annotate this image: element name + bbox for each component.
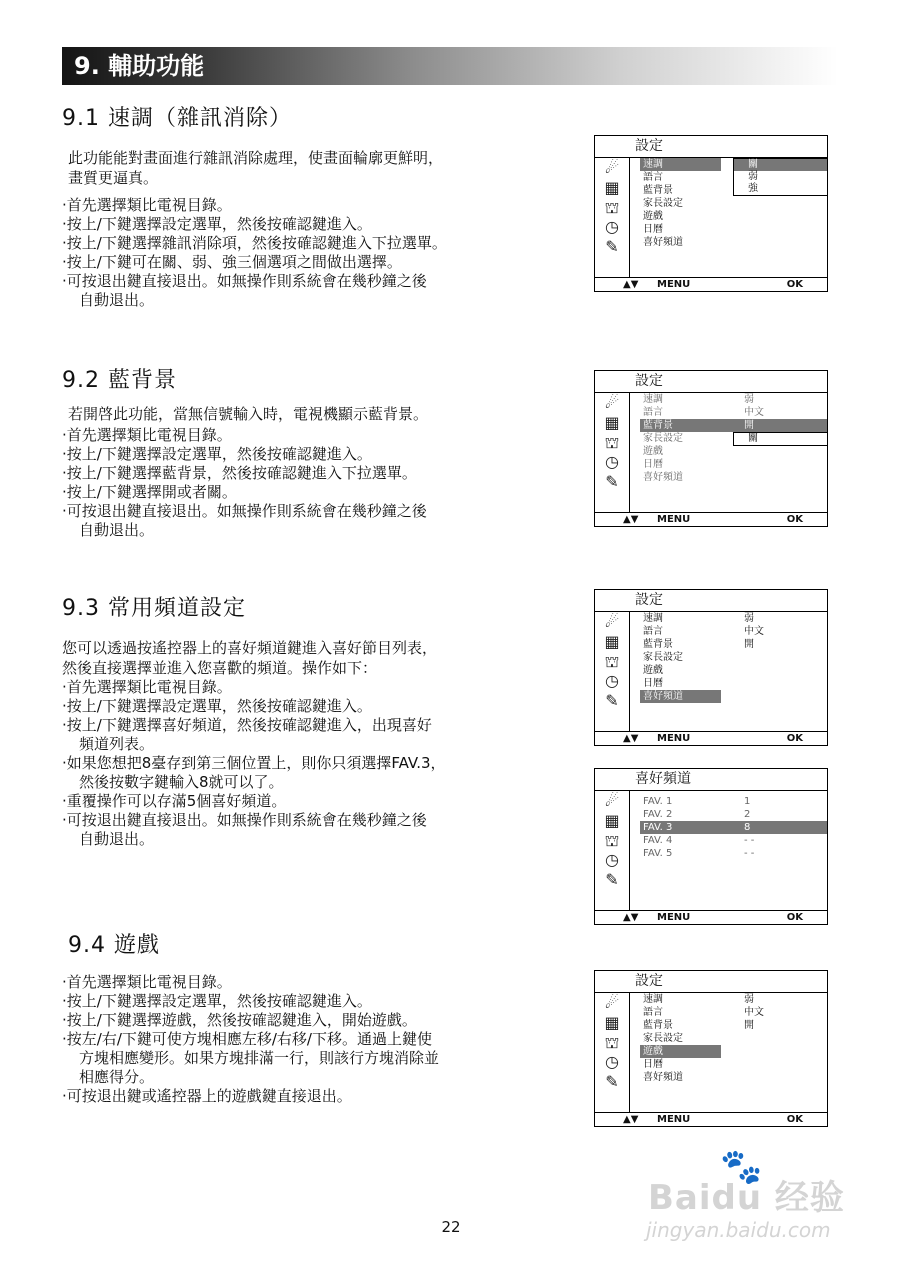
fav-slot[interactable]: [640, 847, 827, 860]
osd-item-label: 語言: [643, 1007, 663, 1018]
osd-item-blue-back[interactable]: [640, 1019, 827, 1032]
dropdown-option-strong[interactable]: 強: [748, 183, 758, 194]
osd-body: [595, 158, 827, 277]
osd-item-parental[interactable]: [640, 1032, 827, 1045]
osd-item-blue-back[interactable]: [640, 638, 827, 651]
section-heading: 9.4 遊戲: [68, 933, 160, 958]
osd-item-label: 遊戲: [643, 211, 663, 222]
step-item: ·按左/右/下鍵可使方塊相應左移/右移/下移。通過上鍵使 方塊相應變形。如果方塊排滿一行，則該行方塊消除並 相應得分。: [62, 1030, 440, 1086]
step-item: ·重覆操作可以存滿5個喜好頻道。: [62, 792, 287, 810]
osd-ok-hint: OK: [786, 279, 803, 290]
step-item: ·按上/下鍵選擇設定選單，然後按確認鍵進入。: [62, 697, 372, 715]
section-intro: 此功能能對畫面進行雜訊消除處理，使畫面輪廓更鮮明， 畫質更逼真。: [68, 149, 444, 187]
osd-item-label: 語言: [643, 407, 663, 418]
clock-icon: ◷: [605, 850, 619, 870]
osd-title: 喜好頻道: [595, 769, 827, 791]
osd-item-label: 藍背景: [643, 420, 673, 431]
fav-slot[interactable]: [640, 795, 827, 808]
fav-slot-channel: 8: [744, 822, 751, 833]
watermark-url: jingyan.baidu.com: [646, 1218, 831, 1242]
osd-item-label: 日曆: [643, 678, 663, 689]
chapter-header: [62, 47, 838, 85]
osd-item-label: 日曆: [643, 1059, 663, 1070]
osd-icon-column: [595, 993, 630, 1112]
osd-item-parental[interactable]: [640, 651, 827, 664]
osd-item-label: 家長設定: [643, 1033, 683, 1044]
osd-menu-hint: MENU: [657, 514, 691, 525]
section-heading: 9.2 藍背景: [62, 368, 177, 393]
osd-item-label: 家長設定: [643, 652, 683, 663]
osd-item-label: 藍背景: [643, 185, 673, 196]
osd-footer: [595, 910, 827, 924]
dropdown-option-off[interactable]: 關: [734, 159, 827, 171]
osd-item-favorites[interactable]: [640, 690, 827, 703]
page-number: 22: [441, 1218, 461, 1236]
step-item: ·按上/下鍵選擇藍背景，然後按確認鍵進入下拉選單。: [62, 464, 417, 482]
osd-item-parental[interactable]: [640, 197, 827, 210]
osd-menu-favorites: [594, 589, 828, 746]
fav-slot-channel: 1: [744, 796, 751, 807]
antenna-icon: ⛫: [604, 651, 620, 671]
step-item: ·首先選擇類比電視目錄。: [62, 973, 232, 991]
step-item: ·按上/下鍵選擇喜好頻道，然後按確認鍵進入，出現喜好 頻道列表。: [62, 716, 432, 753]
osd-item-label: 速調: [643, 159, 663, 170]
fav-slot-label: FAV. 3: [643, 822, 673, 833]
osd-item-label: 語言: [643, 626, 663, 637]
osd-title: 設定: [595, 136, 827, 158]
fav-slot[interactable]: [640, 808, 827, 821]
osd-item-language[interactable]: [640, 625, 827, 638]
osd-title: 設定: [595, 371, 827, 393]
osd-item-calendar[interactable]: [640, 458, 827, 471]
section-9-3: [62, 594, 532, 849]
osd-item-label: 語言: [643, 172, 663, 183]
osd-item-favorites[interactable]: [640, 471, 827, 484]
fav-slot[interactable]: [640, 834, 827, 847]
osd-item-value: 開: [744, 420, 754, 431]
osd-icon-column: [595, 791, 630, 910]
osd-item-label: 藍背景: [643, 1020, 673, 1031]
channel-grid-icon: ▦: [604, 412, 620, 432]
osd-item-label: 速調: [643, 394, 663, 405]
osd-body: [595, 393, 827, 512]
step-item: ·首先選擇類比電視目錄。: [62, 426, 232, 444]
step-item: ·按上/下鍵選擇設定選單，然後按確認鍵進入。: [62, 445, 372, 463]
step-item: ·按上/下鍵選擇設定選單，然後按確認鍵進入。: [62, 992, 372, 1010]
osd-item-noise[interactable]: [640, 612, 827, 625]
osd-item-value: 開: [744, 639, 754, 650]
osd-item-value: 弱: [744, 613, 754, 624]
step-item: ·可按退出鍵直接退出。如無操作則系統會在幾秒鐘之後 自動退出。: [62, 272, 427, 309]
clock-icon: ◷: [605, 452, 619, 472]
osd-item-noise[interactable]: [640, 993, 827, 1006]
watermark-brand: Baidu 经验: [648, 1178, 845, 1218]
step-item: ·按上/下鍵選擇遊戲，然後按確認鍵進入，開始遊戲。: [62, 1011, 417, 1029]
fav-slot-label: FAV. 4: [643, 835, 673, 846]
fav-slot[interactable]: [640, 821, 827, 834]
step-item: ·首先選擇類比電視目錄。: [62, 678, 232, 696]
step-item: ·如果您想把8臺存到第三個位置上，則你只須選擇FAV.3， 然後按數字鍵輸入8就可以了。: [62, 754, 446, 791]
osd-footer: [595, 277, 827, 291]
osd-item-game[interactable]: [640, 445, 827, 458]
section-9-2: [62, 366, 532, 540]
osd-favorite-list: [594, 768, 828, 925]
osd-menu-hint: MENU: [657, 733, 691, 744]
chapter-title: 9. 輔助功能: [74, 52, 205, 80]
section-9-1: [62, 104, 532, 310]
osd-item-calendar[interactable]: [640, 677, 827, 690]
antenna-icon: ⛫: [604, 432, 620, 452]
satellite-dish-icon: ☄: [604, 612, 620, 631]
osd-body: [595, 612, 827, 731]
osd-icon-column: [595, 393, 630, 512]
osd-footer: [595, 512, 827, 526]
osd-item-favorites[interactable]: [640, 1071, 827, 1084]
step-item: ·可按退出鍵直接退出。如無操作則系統會在幾秒鐘之後 自動退出。: [62, 811, 427, 848]
osd-item-label: 遊戲: [643, 665, 663, 676]
osd-item-label: 喜好頻道: [643, 691, 683, 702]
section-heading: 9.3 常用頻道設定: [62, 596, 246, 621]
osd-footer: [595, 731, 827, 745]
fav-slot-channel: - -: [744, 848, 755, 859]
settings-wrench-icon: ✎: [605, 870, 619, 890]
paw-icon: 🐾: [720, 1147, 763, 1187]
osd-ok-hint: OK: [786, 514, 803, 525]
fav-slot-channel: 2: [744, 809, 751, 820]
dropdown-option-off[interactable]: 關: [748, 433, 758, 444]
satellite-dish-icon: ☄: [604, 791, 620, 810]
step-item: ·可按退出鍵或遙控器上的遊戲鍵直接退出。: [62, 1087, 352, 1105]
osd-menu-noise: [594, 135, 828, 292]
up-down-arrows-icon: ▲▼: [623, 1114, 639, 1125]
osd-item-game[interactable]: [640, 1045, 827, 1058]
channel-grid-icon: ▦: [604, 177, 620, 197]
osd-menu-game: [594, 970, 828, 1127]
osd-item-label: 日曆: [643, 224, 663, 235]
osd-ok-hint: OK: [786, 912, 803, 923]
osd-item-value: 弱: [744, 394, 754, 405]
osd-item-label: 日曆: [643, 459, 663, 470]
osd-ok-hint: OK: [786, 1114, 803, 1125]
step-item: ·按上/下鍵選擇設定選單，然後按確認鍵進入。: [62, 215, 372, 233]
clock-icon: ◷: [605, 671, 619, 691]
satellite-dish-icon: ☄: [604, 158, 620, 177]
osd-item-value: 弱: [744, 994, 754, 1005]
osd-item-label: 家長設定: [643, 433, 683, 444]
up-down-arrows-icon: ▲▼: [623, 514, 639, 525]
clock-icon: ◷: [605, 1052, 619, 1072]
settings-wrench-icon: ✎: [605, 472, 619, 492]
section-intro: 您可以透過按遙控器上的喜好頻道鍵進入喜好節目列表， 然後直接選擇並進入您喜歡的頻道。操作如下：: [62, 639, 438, 677]
fav-slot-channel: - -: [744, 835, 755, 846]
osd-item-game[interactable]: [640, 210, 827, 223]
osd-menu-hint: MENU: [657, 279, 691, 290]
step-list: [62, 973, 532, 1106]
osd-item-blue-back[interactable]: [640, 419, 827, 432]
step-item: ·按上/下鍵選擇雜訊消除項，然後按確認鍵進入下拉選單。: [62, 234, 447, 252]
osd-item-value: 中文: [744, 1007, 764, 1018]
dropdown-option-weak[interactable]: 弱: [748, 171, 758, 182]
osd-dropdown: [733, 158, 828, 196]
osd-item-label: 喜好頻道: [643, 237, 683, 248]
osd-item-label: 遊戲: [643, 1046, 663, 1057]
step-item: ·按上/下鍵選擇開或者關。: [62, 483, 237, 501]
satellite-dish-icon: ☄: [604, 993, 620, 1012]
step-list: [62, 196, 532, 310]
osd-item-noise[interactable]: [640, 393, 827, 406]
antenna-icon: ⛫: [604, 197, 620, 217]
channel-grid-icon: ▦: [604, 1012, 620, 1032]
fav-slot-label: FAV. 1: [643, 796, 673, 807]
osd-item-calendar[interactable]: [640, 1058, 827, 1071]
osd-item-value: 中文: [744, 407, 764, 418]
osd-menu-hint: MENU: [657, 1114, 691, 1125]
osd-item-favorites[interactable]: [640, 236, 827, 249]
osd-ok-hint: OK: [786, 733, 803, 744]
osd-dropdown: [733, 432, 828, 446]
osd-item-label: 家長設定: [643, 198, 683, 209]
osd-item-label: 遊戲: [643, 446, 663, 457]
antenna-icon: ⛫: [604, 830, 620, 850]
osd-menu-blue-back: [594, 370, 828, 527]
section-heading: 9.1 速調（雜訊消除）: [62, 106, 292, 131]
settings-wrench-icon: ✎: [605, 1072, 619, 1092]
up-down-arrows-icon: ▲▼: [623, 733, 639, 744]
osd-item-language[interactable]: [640, 1006, 827, 1019]
osd-item-game[interactable]: [640, 664, 827, 677]
osd-item-label: 速調: [643, 613, 663, 624]
step-item: ·首先選擇類比電視目錄。: [62, 196, 232, 214]
osd-title: 設定: [595, 590, 827, 612]
osd-body: [595, 993, 827, 1112]
step-item: ·按上/下鍵可在關、弱、強三個選項之間做出選擇。: [62, 253, 402, 271]
up-down-arrows-icon: ▲▼: [623, 912, 639, 923]
osd-item-label: 喜好頻道: [643, 472, 683, 483]
osd-item-label: 藍背景: [643, 639, 673, 650]
step-item: ·可按退出鍵直接退出。如無操作則系統會在幾秒鐘之後 自動退出。: [62, 502, 427, 539]
osd-title: 設定: [595, 971, 827, 993]
osd-item-label: 速調: [643, 994, 663, 1005]
settings-wrench-icon: ✎: [605, 237, 619, 257]
clock-icon: ◷: [605, 217, 619, 237]
fav-slot-label: FAV. 2: [643, 809, 673, 820]
settings-wrench-icon: ✎: [605, 691, 619, 711]
channel-grid-icon: ▦: [604, 810, 620, 830]
up-down-arrows-icon: ▲▼: [623, 279, 639, 290]
satellite-dish-icon: ☄: [604, 393, 620, 412]
osd-item-language[interactable]: [640, 406, 827, 419]
osd-icon-column: [595, 612, 630, 731]
osd-body: [595, 791, 827, 910]
osd-item-label: 喜好頻道: [643, 1072, 683, 1083]
osd-item-value: 開: [744, 1020, 754, 1031]
channel-grid-icon: ▦: [604, 631, 620, 651]
section-9-4: [62, 931, 532, 1106]
osd-item-value: 中文: [744, 626, 764, 637]
osd-menu-hint: MENU: [657, 912, 691, 923]
section-intro: 若開啓此功能，當無信號輸入時，電視機顯示藍背景。: [68, 405, 429, 423]
step-list: [62, 426, 532, 540]
osd-item-calendar[interactable]: [640, 223, 827, 236]
step-list: [62, 678, 532, 849]
osd-icon-column: [595, 158, 630, 277]
fav-slot-label: FAV. 5: [643, 848, 673, 859]
antenna-icon: ⛫: [604, 1032, 620, 1052]
osd-footer: [595, 1112, 827, 1126]
